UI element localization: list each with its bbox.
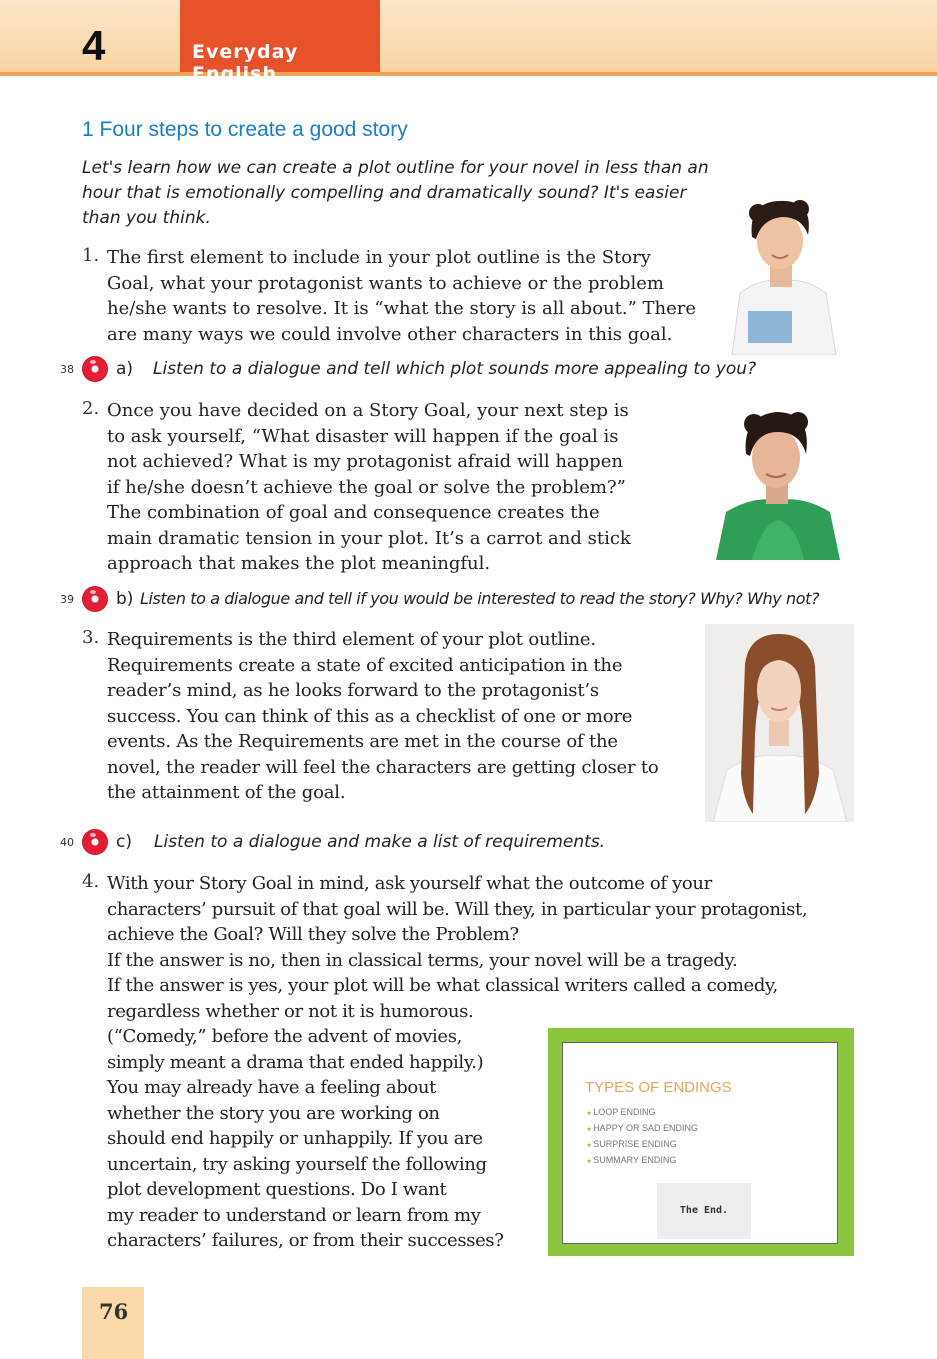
text-line: With your Story Goal in mind, ask yourself what the outcome of your xyxy=(107,873,712,894)
text-line: The first element to include in your plot outline is the Story xyxy=(107,247,651,268)
text-line: should end happily or unhappily. If you are xyxy=(107,1128,483,1149)
slide-title: TYPES OF ENDINGS xyxy=(585,1079,732,1096)
page-number-box xyxy=(82,1287,144,1359)
text-line: The combination of goal and consequence creates the xyxy=(107,502,600,523)
track-number: 40 xyxy=(60,836,74,849)
text-line: not achieved? What is my protagonist afraid will happen xyxy=(107,451,623,472)
text-line: Once you have decided on a Story Goal, your next step is xyxy=(107,400,629,421)
step-number: 4. xyxy=(82,871,100,892)
girl-portrait-photo xyxy=(705,624,854,822)
text-line: are many ways we could involve other characters in this goal. xyxy=(107,323,673,345)
slide-list-item: ● SURPRISE ENDING xyxy=(587,1137,698,1153)
cd-audio-icon[interactable] xyxy=(82,829,108,855)
text-line: uncertain, try asking yourself the following xyxy=(107,1153,487,1175)
cd-audio-icon[interactable] xyxy=(82,356,108,382)
step-2-text xyxy=(107,398,707,577)
task-letter: a) xyxy=(116,359,134,379)
header-rule xyxy=(0,72,937,76)
text-line: main dramatic tension in your plot. It’s a carrot and stick xyxy=(107,527,631,549)
step-1-text xyxy=(107,245,717,347)
listening-task-c xyxy=(60,829,880,859)
task-text: Listen to a dialogue and make a list of requirements. xyxy=(154,832,606,852)
header-band xyxy=(0,0,937,72)
text-line: reader’s mind, as he looks forward to the protagonist’s xyxy=(107,680,599,701)
section-title-text: Four steps to create a good story xyxy=(99,118,408,141)
text-line: approach that makes the plot meaningful. xyxy=(107,553,491,574)
intro-paragraph: Let's learn how we can create a plot outline for your novel in less than an hour that is emotionally compelling and dramatically sound? It's easier than you think. xyxy=(82,158,709,228)
unit-number: 4 xyxy=(82,22,106,69)
page-number: 76 xyxy=(99,1299,129,1324)
text-line: events. As the Requirements are met in the course of the xyxy=(107,731,618,752)
step-number: 1. xyxy=(82,245,100,266)
text-line: plot development questions. Do I want xyxy=(107,1179,447,1200)
step-number: 3. xyxy=(82,627,100,648)
slide-list-item: ● SUMMARY ENDING xyxy=(587,1153,698,1169)
types-of-endings-slide xyxy=(548,1028,854,1256)
text-line: If the answer is no, then in classical terms, your novel will be a tragedy. xyxy=(107,949,738,971)
listening-task-a xyxy=(60,356,880,386)
track-number: 38 xyxy=(60,363,74,376)
unit-title: Everyday English xyxy=(192,41,299,85)
unit-title-tab xyxy=(180,0,380,85)
text-line: achieve the Goal? Will they solve the Problem? xyxy=(107,924,519,945)
text-line: characters’ pursuit of that goal will be. Will they, in particular your protagonist, xyxy=(107,898,808,920)
text-line: my reader to understand or learn from my xyxy=(107,1204,481,1226)
step-number: 2. xyxy=(82,398,100,419)
text-line: to ask yourself, “What disaster will happen if the goal is xyxy=(107,425,619,447)
text-line: the attainment of the goal. xyxy=(107,782,346,803)
text-line: success. You can think of this as a checklist of one or more xyxy=(107,705,633,727)
text-line: If the answer is yes, your plot will be what classical writers called a comedy, xyxy=(107,975,778,996)
task-text: Listen to a dialogue and tell if you would be interested to read the story? Why? Why not? xyxy=(140,589,820,608)
text-line: Requirements is the third element of your plot outline. xyxy=(107,629,596,650)
cd-audio-icon[interactable] xyxy=(82,586,108,612)
boy-white-shirt-photo xyxy=(722,193,842,355)
text-line: Requirements create a state of excited anticipation in the xyxy=(107,654,623,676)
text-line: novel, the reader will feel the characters are getting closer to xyxy=(107,756,659,778)
text-line: (“Comedy,” before the advent of movies, xyxy=(107,1026,462,1047)
slide-list xyxy=(587,1105,698,1169)
text-line: he/she wants to resolve. It is “what the story is all about.” There xyxy=(107,298,697,319)
task-letter: b) xyxy=(116,589,134,609)
slide-list-item: ● LOOP ENDING xyxy=(587,1105,698,1121)
boy-green-shirt-photo xyxy=(712,404,842,560)
text-line: You may already have a feeling about xyxy=(107,1077,437,1098)
text-line: characters’ failures, or from their successes? xyxy=(107,1230,504,1251)
text-line: simply meant a drama that ended happily.) xyxy=(107,1051,484,1073)
slide-frame xyxy=(562,1042,838,1244)
task-text: Listen to a dialogue and tell which plot sounds more appealing to you? xyxy=(153,359,757,379)
text-line: if he/she doesn’t achieve the goal or solve the problem?” xyxy=(107,476,626,498)
section-number: 1 xyxy=(82,118,94,141)
section-title xyxy=(82,118,408,142)
step-3-text xyxy=(107,627,697,806)
task-letter: c) xyxy=(116,832,132,852)
slide-list-item: ● HAPPY OR SAD ENDING xyxy=(587,1121,698,1137)
slide-end-card: The End. xyxy=(657,1183,751,1239)
text-line: whether the story you are working on xyxy=(107,1102,440,1124)
track-number: 39 xyxy=(60,593,74,606)
text-line: Goal, what your protagonist wants to achieve or the problem xyxy=(107,272,664,294)
text-line: regardless whether or not it is humorous. xyxy=(107,1000,474,1022)
listening-task-b xyxy=(60,586,920,616)
